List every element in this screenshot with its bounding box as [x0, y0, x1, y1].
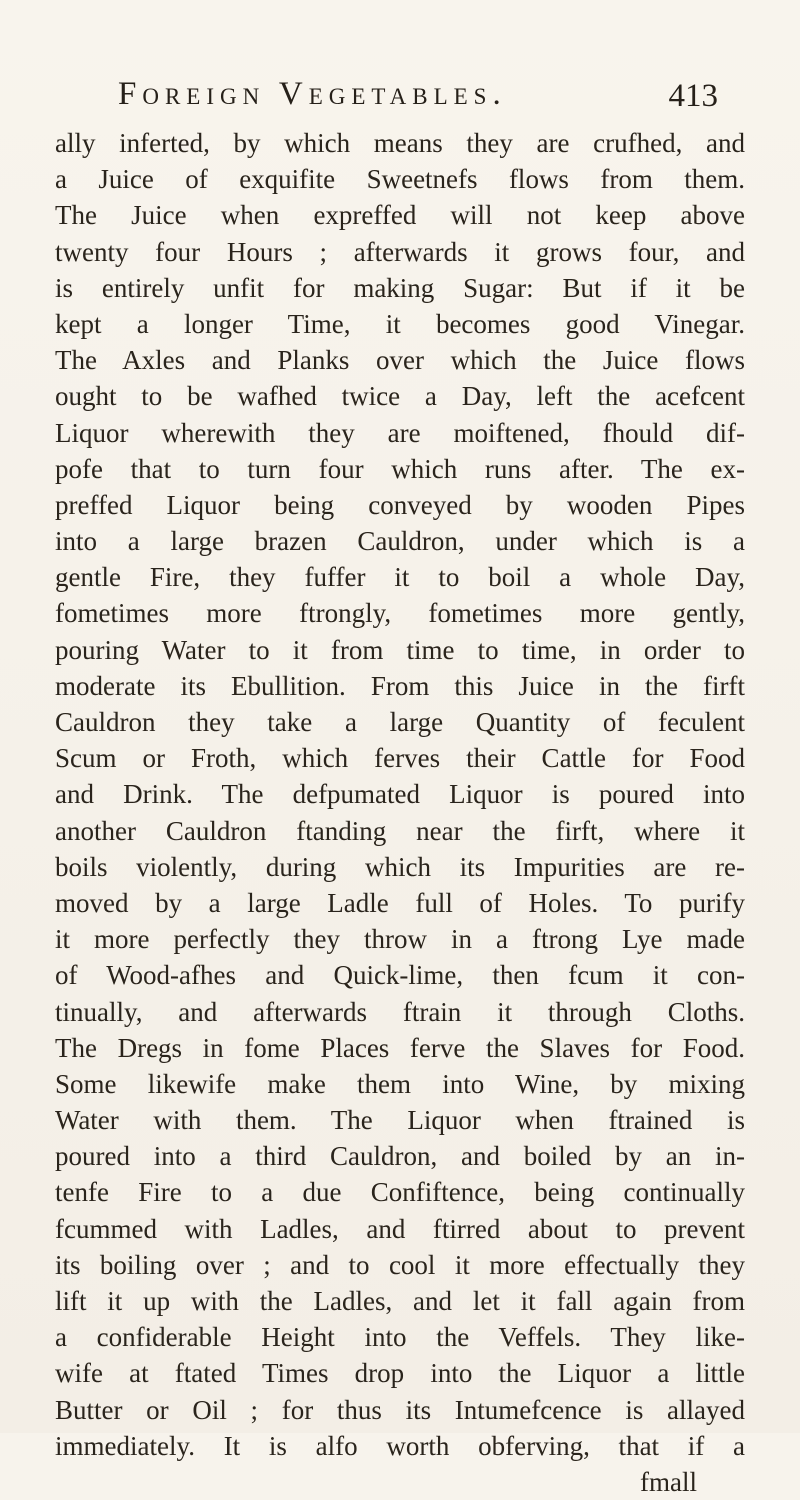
text-line: gentle Fire, they fuffer it to boil a whole Day, — [55, 562, 745, 593]
text-line: twenty four Hours ; afterwards it grows four, and — [55, 236, 745, 267]
text-line: and Drink. The defpumated Liquor is poured into — [55, 779, 745, 810]
text-line: pouring Water to it from time to time, in order to — [55, 634, 745, 665]
catchword: fmall — [640, 1466, 697, 1497]
text-line: The Axles and Planks over which the Juice flows — [55, 345, 745, 376]
text-line: Butter or Oil ; for thus its Intumefcence is allayed — [55, 1394, 745, 1425]
text-line: ally inferted, by which means they are crufhed, and — [55, 128, 745, 158]
text-line: Cauldron they take a large Quantity of feculent — [55, 707, 745, 737]
text-line: Scum or Froth, which ferves their Cattle for Food — [55, 743, 745, 774]
text-line: of Wood-afhes and Quick-lime, then fcum it con- — [55, 960, 745, 991]
text-line: The Dregs in fome Places ferve the Slaves for Food. — [55, 1032, 745, 1063]
text-line: lift it up with the Ladles, and let it fall again from — [55, 1286, 745, 1316]
text-line: its boiling over ; and to cool it more effectually they — [55, 1249, 745, 1280]
page-number: 413 — [668, 78, 718, 114]
text-line: tinually, and afterwards ftrain it through Cloths. — [55, 996, 745, 1027]
text-line: another Cauldron ftanding near the firft, where it — [55, 815, 745, 846]
text-line: Some likewife make them into Wine, by mixing — [55, 1068, 745, 1099]
running-head: Foreign Vegetables. — [118, 76, 507, 112]
text-line: pofe that to turn four which runs after. The ex- — [55, 453, 745, 484]
text-line: moved by a large Ladle full of Holes. To purify — [55, 887, 745, 918]
text-line: a confiderable Height into the Veffels. They like- — [55, 1322, 745, 1353]
text-line: boils violently, during which its Impurities are re- — [55, 851, 745, 882]
text-line: Liquor wherewith they are moiftened, fhould dif- — [55, 417, 745, 448]
text-line: tenfe Fire to a due Confiftence, being continually — [55, 1177, 745, 1208]
text-line: poured into a third Cauldron, and boiled by an in- — [55, 1141, 745, 1172]
text-line: preffed Liquor being conveyed by wooden Pipes — [55, 489, 745, 520]
text-line: ought to be wafhed twice a Day, left the acefcent — [55, 381, 745, 412]
text-line: fcummed with Ladles, and ftirred about to prevent — [55, 1213, 745, 1244]
text-line: Water with them. The Liquor when ftrained is — [55, 1105, 745, 1136]
body-text — [55, 125, 745, 1500]
text-line: is entirely unfit for making Sugar: But if it be — [55, 272, 745, 303]
text-line: a Juice of exquifite Sweetnefs flows from them. — [55, 164, 745, 195]
text-line: kept a longer Time, it becomes good Vinegar. — [55, 308, 745, 339]
text-line: moderate its Ebullition. From this Juice in the firft — [55, 670, 745, 701]
text-line: fometimes more ftrongly, fometimes more gently, — [55, 598, 745, 629]
text-line: into a large brazen Cauldron, under which is a — [55, 526, 745, 557]
text-line: immediately. It is alfo worth obferving, that if a — [55, 1430, 745, 1461]
text-line: The Juice when expreffed will not keep above — [55, 200, 745, 231]
page-header — [118, 76, 718, 120]
text-line: wife at ftated Times drop into the Liquor a little — [55, 1358, 745, 1389]
text-line: it more perfectly they throw in a ftrong Lye made — [55, 924, 745, 955]
